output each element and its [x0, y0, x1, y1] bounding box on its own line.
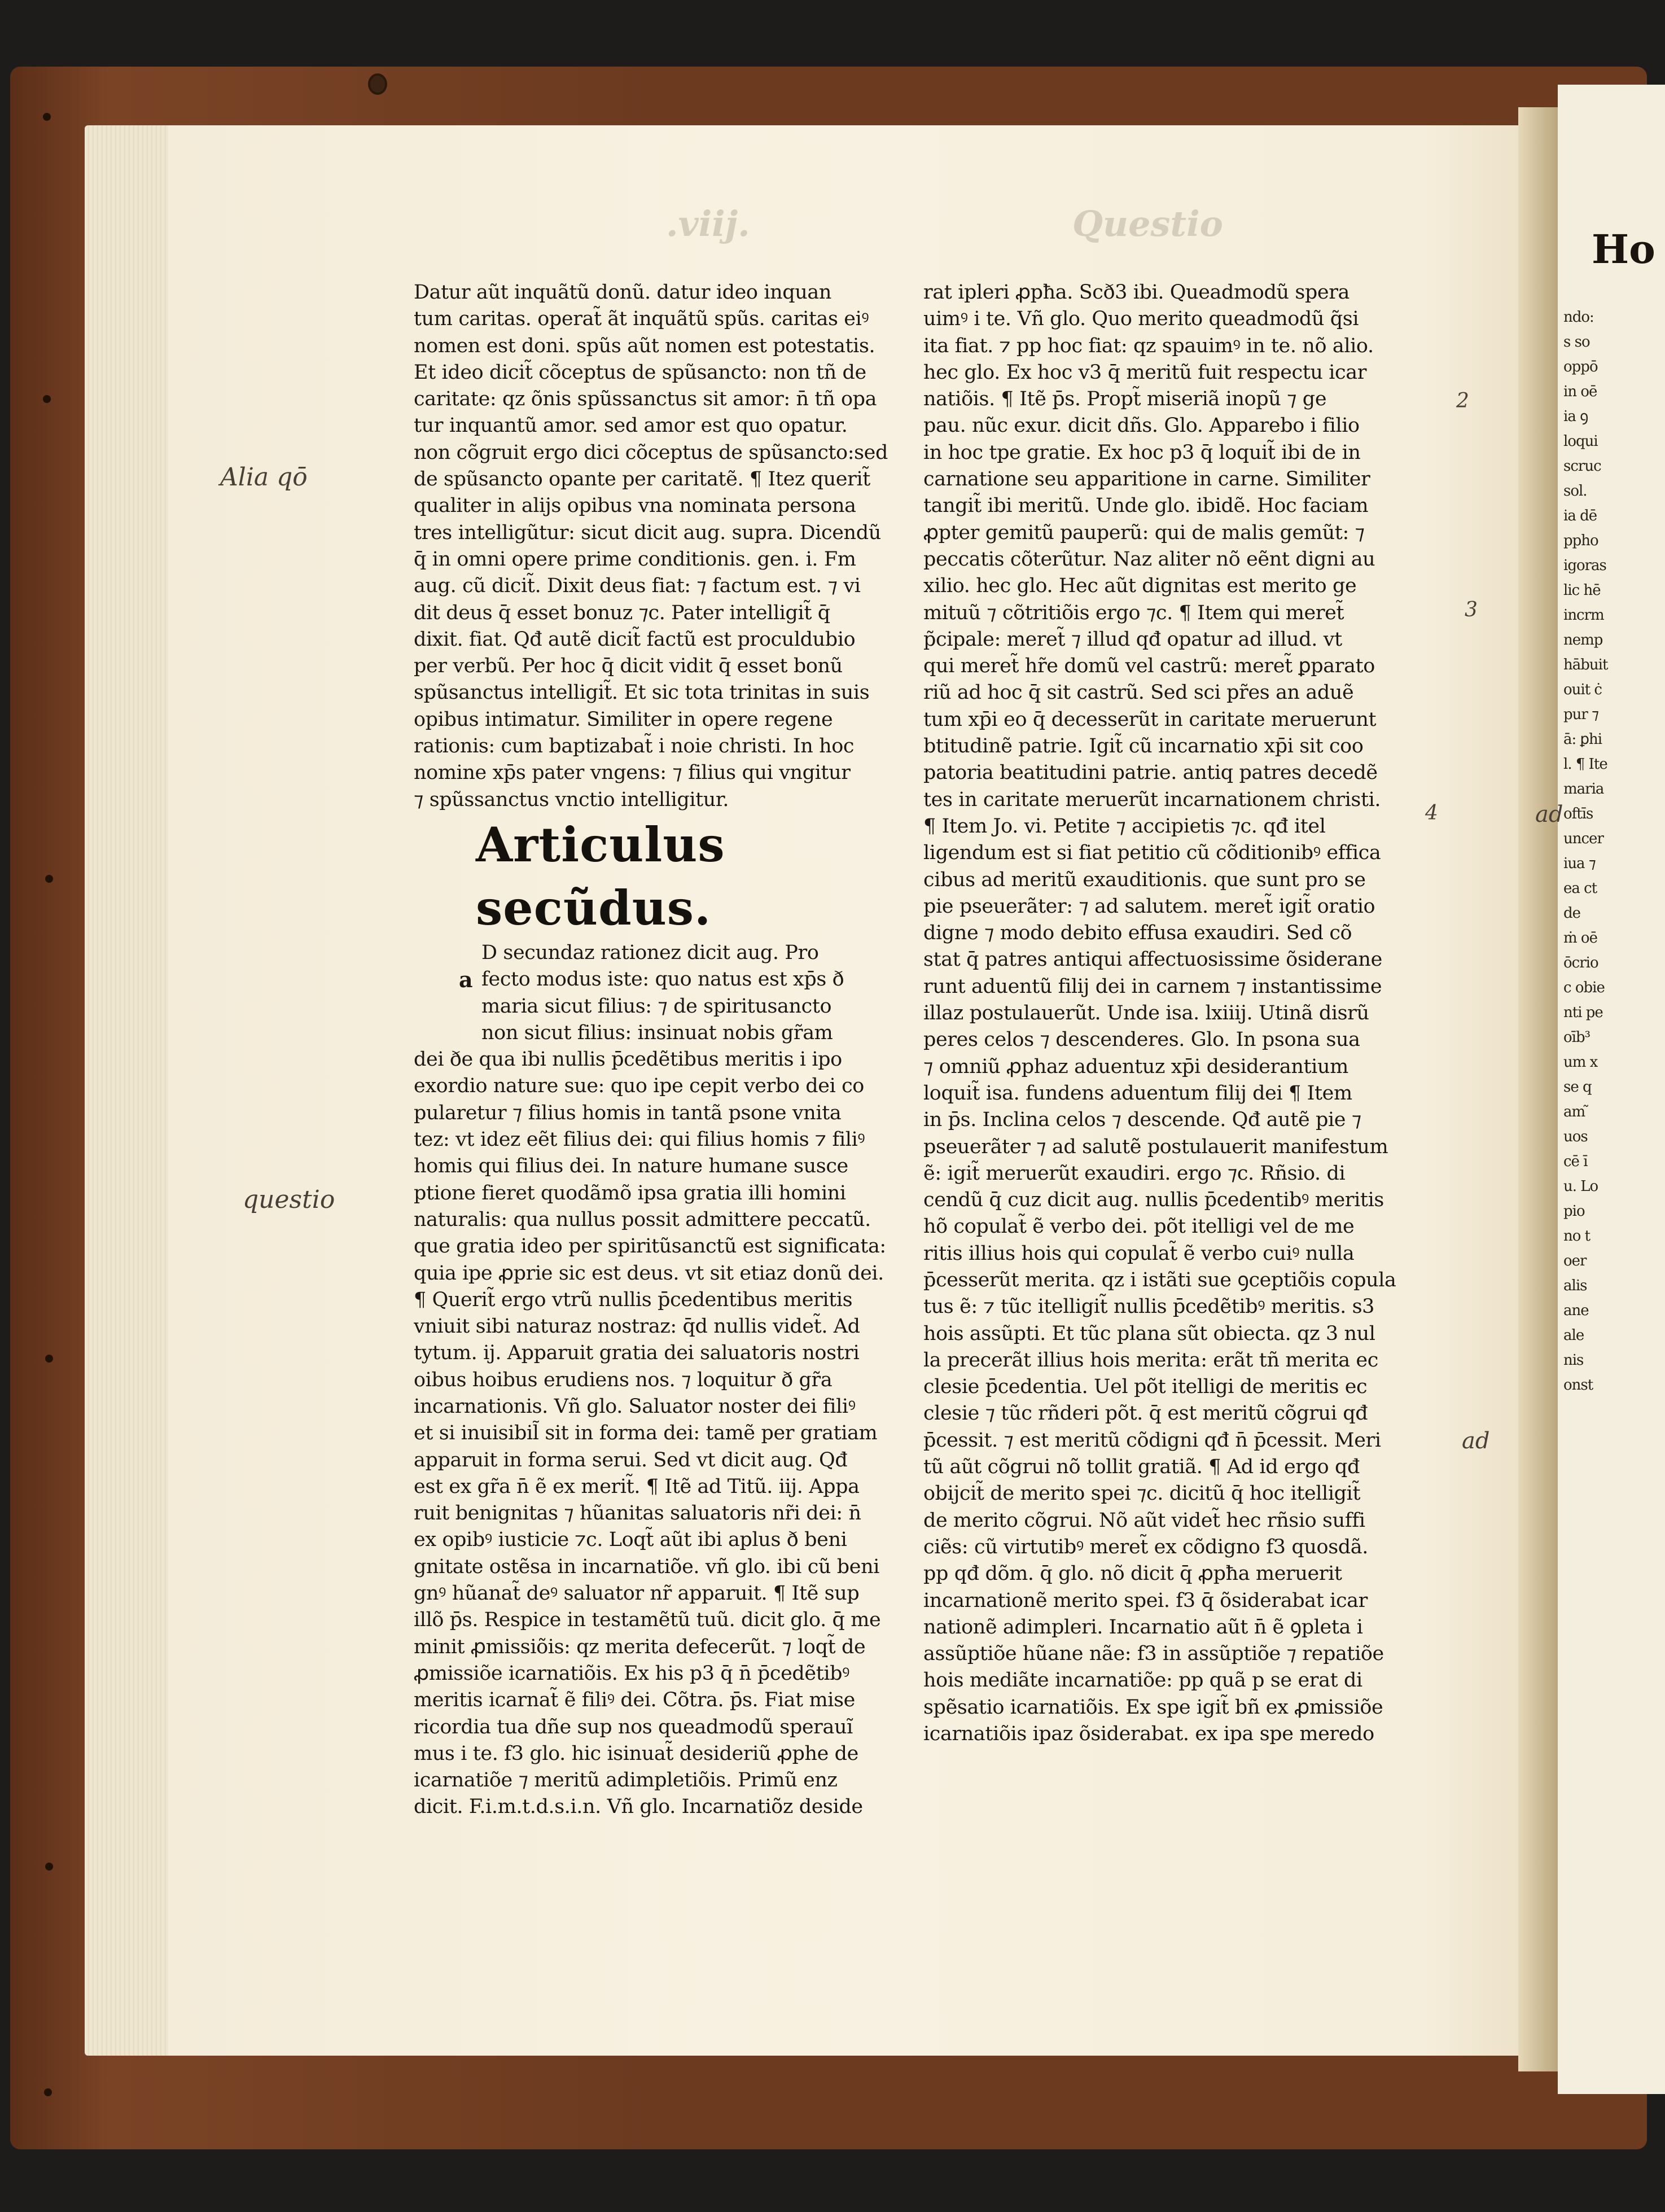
- marginal-note-ad-lower: ad: [1462, 1428, 1490, 1454]
- text-line: ⁊ spũssanctus vnctio intelligitur.: [414, 788, 729, 811]
- cover-nail: [44, 2088, 52, 2096]
- text-line: Datur aũt inquãtũ donũ. datur ideo inquan: [414, 281, 832, 304]
- text-line: dit deus q̄ esset bonuz ⁊c. Pater intelligit̃ q̄: [414, 601, 830, 624]
- fragment-line: ppho: [1563, 532, 1598, 549]
- fragment-line: oīb³: [1563, 1029, 1590, 1046]
- fragment-line: ōcrio: [1563, 954, 1598, 971]
- running-header-left: .viij.: [666, 203, 750, 244]
- text-line: exordio nature sue: quo ipe cepit verbo dei co: [414, 1075, 864, 1098]
- text-line: dicit. F.i.m.t.d.s.i.n. Vñ glo. Incarnatiõz deside: [414, 1795, 863, 1819]
- fragment-line: ane: [1563, 1302, 1589, 1319]
- text-line: qui meret̃ hr̃e domũ vel castrũ: meret̃ ꝑparato: [923, 655, 1375, 678]
- fragment-line: de: [1563, 905, 1581, 922]
- text-line: ẽ: igit̃ meruerũt exaudiri. ergo ⁊c. Rñsio. di: [923, 1162, 1346, 1185]
- text-line: qualiter in alijs opibus vna nominata persona: [414, 494, 856, 518]
- text-line: et si inuisibil̃ sit in forma dei: tamẽ per gratiam: [414, 1422, 878, 1445]
- text-line: hõ copulat̃ ẽ verbo dei. põt itelligi vel de me: [923, 1215, 1355, 1238]
- right-page: [1558, 85, 1665, 2094]
- fragment-line: l. ¶ Ite: [1563, 756, 1607, 773]
- text-line: la precerãt illius hois merita: erãt tñ merita ec: [923, 1348, 1378, 1372]
- text-line: clesie p̄cedentia. Uel põt itelligi de meritis ec: [923, 1376, 1368, 1399]
- fragment-line: um x: [1563, 1054, 1598, 1071]
- fragment-line: cē ī: [1563, 1153, 1588, 1170]
- text-line: de spũsancto opante per caritatẽ. ¶ Itez querit̃: [414, 468, 870, 491]
- text-line: tes in caritate meruerũt incarnationem christi.: [923, 788, 1381, 811]
- paragraph-after-lines: [414, 940, 913, 1821]
- text-line: pau. nũc exur. dicit dñs. Glo. Apparebo i filio: [923, 414, 1360, 437]
- fragment-line: iua ⁊: [1563, 855, 1596, 872]
- fragment-line: uos: [1563, 1128, 1588, 1145]
- marginal-note-alia: Alia qō: [220, 463, 308, 492]
- text-line: in hoc tpe gratie. Ex hoc p3 q̄ loquit̃ ibi de in: [923, 441, 1361, 464]
- text-line: dei ðe qua ibi nullis p̄cedẽtibus meritis i ipo: [414, 1048, 842, 1071]
- text-line: carnatione seu apparitione in carne. Similiter: [923, 468, 1370, 491]
- fragment-line: sol.: [1563, 483, 1587, 500]
- text-line: tur inquantũ amor. sed amor est quo opatur.: [414, 414, 848, 437]
- text-line: xilio. hec glo. Hec aũt dignitas est merito ge: [923, 575, 1357, 598]
- text-line: meritis icarnat̃ ẽ filiꝰ dei. Cõtra. p̄s. Fiat mise: [414, 1689, 855, 1712]
- fragment-line: s so: [1563, 334, 1590, 351]
- text-line: illaz postulauerũt. Unde isa. lxiiij. Utinã disrũ: [923, 1002, 1369, 1025]
- text-line: spẽsatio icarnatiõis. Ex spe igit̃ bñ ex ꝓmissiõe: [923, 1696, 1383, 1719]
- fragment-line: nti pe: [1563, 1004, 1603, 1021]
- text-line: ritis illius hois qui copulat̃ ẽ verbo cuiꝰ nulla: [923, 1242, 1355, 1265]
- paragraph-right: [923, 279, 1448, 1747]
- text-line: tres intelligũtur: sicut dicit aug. supra. Dicendũ: [414, 521, 881, 544]
- text-line: gnꝰ hũanat̃ deꝰ saluator nr̃ apparuit. ¶ Itẽ sup: [414, 1582, 860, 1605]
- right-page-header: Ho: [1592, 226, 1655, 273]
- text-line: oibus hoibus erudiens nos. ⁊ loquitur ð gr̃a: [414, 1368, 832, 1391]
- text-line: incarnationis. Vñ glo. Saluator noster dei filiꝰ: [414, 1395, 856, 1418]
- running-header-right: Questio: [1072, 203, 1223, 244]
- text-line: hois mediãte incarnatiõe: pp quã p se erat di: [923, 1669, 1362, 1692]
- fragment-line: ṁ oē: [1563, 930, 1597, 947]
- fragment-line: maria: [1563, 781, 1604, 798]
- text-line: ptione fieret quodãmõ ipsa gratia illi homini: [414, 1181, 846, 1204]
- fragment-line: ale: [1563, 1327, 1584, 1344]
- text-line: runt aduentũ filij dei in carnem ⁊ instantissime: [923, 975, 1382, 998]
- marginal-mark-2: 2: [1456, 389, 1469, 413]
- fragment-line: ia dē: [1563, 507, 1597, 524]
- fragment-line: loqui: [1563, 433, 1598, 450]
- fragment-line: ia ꝯ: [1563, 408, 1588, 425]
- fragment-line: no t: [1563, 1228, 1590, 1245]
- fragment-line: ndo:: [1563, 309, 1594, 326]
- text-line: loquit̃ isa. fundens aduentum filij dei ¶ Item: [923, 1081, 1352, 1105]
- text-line: p̄cesserũt merita. qz i istãti sue ꝯceptiõis copula: [923, 1268, 1396, 1291]
- text-line: hec glo. Ex hoc v3 q̄ meritũ fuit respectu icar: [923, 361, 1367, 384]
- text-line: mituũ ⁊ cõtritiõis ergo ⁊c. ¶ Item qui meret̃: [923, 601, 1344, 624]
- text-line: obijcit̃ de merito spei ⁊c. dicitũ q̄ hoc itelligit̃: [923, 1482, 1361, 1505]
- text-line: ⁊ omniũ ꝓphaz aduentuz xp̄i desiderantium: [923, 1055, 1348, 1078]
- text-line: pseuerãter ⁊ ad salutẽ postulauerit manifestum: [923, 1135, 1388, 1158]
- text-line: illõ p̄s. Respice in testamẽtũ tuũ. dicit glo. q̄ me: [414, 1609, 881, 1632]
- text-line: nomine xp̄s pater vngens: ⁊ filius qui vngitur: [414, 761, 851, 785]
- text-line: mus i te. f3 glo. hic isinuat̃ desideriũ ꝓphe de: [414, 1742, 858, 1765]
- text-line: rat ipleri ꝓpħa. Scð3 ibi. Queadmodũ spera: [923, 281, 1350, 304]
- text-line: p̃cipale: meret̃ ⁊ illud qđ opatur ad illud. vt: [923, 628, 1342, 651]
- text-line: non sicut filius: insinuat nobis gr̃am: [481, 1021, 833, 1044]
- paragraph-after-heading: [414, 940, 913, 1821]
- text-line: uimꝰ i te. Vñ glo. Quo merito queadmodũ q̃si: [923, 308, 1359, 331]
- text-line: nationẽ adimpleri. Incarnatio aũt n̄ ẽ ꝯpleta i: [923, 1615, 1363, 1639]
- text-line: est ex gr̃a n̄ ẽ ex merit̃. ¶ Itẽ ad Titũ. iij. Appa: [414, 1475, 860, 1498]
- text-line: opibus intimatur. Similiter in opere regene: [414, 708, 833, 731]
- text-line: ꝓpter gemitũ pauperũ: qui de malis gemũt: ⁊: [923, 521, 1365, 544]
- cover-nail: [43, 395, 51, 403]
- text-line: dixit. fiat. Qđ autẽ dicit̃ factũ est proculdubio: [414, 628, 856, 651]
- text-line: ricordia tua dñe sup nos queadmodũ sperauĩ: [414, 1715, 853, 1738]
- fragment-line: am ̃: [1563, 1103, 1589, 1120]
- text-line: tum caritas. operat̃ ãt inquãtũ spũs. caritas eiꝰ: [414, 308, 869, 331]
- text-line: minit ꝓmissiõis: qz merita defecerũt. ⁊ loqt̃ de: [414, 1635, 866, 1658]
- text-line: digne ⁊ modo debito effusa exaudiri. Sed cõ: [923, 922, 1352, 945]
- paragraph-before-heading: [414, 279, 913, 813]
- marginal-mark-3: 3: [1465, 598, 1478, 621]
- cover-clasp: [368, 73, 387, 95]
- text-line: rationis: cum baptizabat̃ i noie christi. In hoc: [414, 735, 855, 758]
- guide-initial: a: [459, 966, 473, 992]
- fragment-line: in oē: [1563, 383, 1597, 400]
- cover-nail: [45, 875, 53, 883]
- text-line: quia ipe ꝓprie sic est deus. vt sit etiaz donũ dei.: [414, 1262, 884, 1285]
- text-line: ligendum est si fiat petitio cũ cõditionibꝰ effica: [923, 842, 1381, 865]
- text-line: ruit benignitas ⁊ hũanitas saluatoris nr̃i dei: n̄: [414, 1502, 861, 1525]
- text-line: cibus ad meritũ exauditionis. que sunt pro se: [923, 868, 1366, 891]
- text-line: in p̄s. Inclina celos ⁊ descende. Qđ autẽ pie ⁊: [923, 1109, 1361, 1132]
- cover-nail: [43, 113, 51, 121]
- fragment-line: incrm: [1563, 607, 1604, 624]
- text-line: tũ aũt cõgrui nõ tollit gratiã. ¶ Ad id ergo qđ: [923, 1456, 1360, 1479]
- text-line: q̄ in omni opere prime conditionis. gen. i. Fm: [414, 547, 856, 571]
- text-line: hois assũpti. Et tũc plana sũt obiecta. qz 3 nul: [923, 1322, 1375, 1345]
- text-line: clesie ⁊ tũc rñderi põt. q̄ est meritũ cõgrui qđ: [923, 1402, 1368, 1425]
- text-line: caritate: qz õnis spũssanctus sit amor: n̄ tñ opa: [414, 388, 877, 411]
- text-line: tus ẽ: ⁊ tũc itelligit̃ nullis p̄cedẽtibꝰ meritis. s3: [923, 1295, 1375, 1319]
- text-line: spũsanctus intelligit̃. Et sic tota trinitas in suis: [414, 681, 870, 704]
- fragment-line: u. Lo: [1563, 1178, 1598, 1195]
- fragment-line: nis: [1563, 1352, 1584, 1369]
- fragment-line: uncer: [1563, 830, 1603, 847]
- text-line: tez: vt idez eẽt filius dei: qui filius homis ⁊ filiꝰ: [414, 1128, 865, 1151]
- text-line: apparuit in forma serui. Sed vt dicit aug. Qđ: [414, 1448, 848, 1471]
- text-line: riũ ad hoc q̄ sit castrũ. Sed sci pr̃es an aduẽ: [923, 681, 1354, 704]
- text-line: ciẽs: cũ virtutibꝰ meret̃ ex cõdigno f3 quosdã.: [923, 1535, 1368, 1558]
- text-line: tytum. ij. Apparuit gratia dei saluatoris nostri: [414, 1342, 860, 1365]
- fragment-line: pur ⁊: [1563, 706, 1599, 723]
- fragment-line: onst: [1563, 1377, 1593, 1394]
- text-line: tangit̃ ibi meritũ. Unde glo. ibidẽ. Hoc faciam: [923, 494, 1369, 518]
- right-page-fragments: [1563, 305, 1607, 1398]
- fragment-line: oppō: [1563, 358, 1598, 375]
- fragment-line: ā: ꝑhi: [1563, 731, 1602, 748]
- text-line: pp qđ dõm. q̄ glo. nõ dicit q̄ ꝓpħa meruerit: [923, 1562, 1342, 1585]
- marginal-note-questio: questio: [243, 1185, 335, 1214]
- fragment-line: hābuit: [1563, 656, 1608, 673]
- fragment-line: ouit ċ: [1563, 681, 1602, 698]
- text-line: icarnatiõis ipaz õsiderabat. ex ipa spe meredo: [923, 1723, 1374, 1746]
- cover-nail: [45, 1355, 53, 1363]
- text-line: incarnationẽ merito spei. f3 q̄ õsiderabat icar: [923, 1589, 1368, 1612]
- text-line: btitudinẽ patrie. Igit̃ cũ incarnatio xp̄i sit coo: [923, 735, 1364, 758]
- fragment-line: lic hē: [1563, 582, 1601, 599]
- fragment-line: alis: [1563, 1277, 1587, 1294]
- text-line: D secundaz rationez dicit aug. Pro: [481, 941, 819, 964]
- text-line: ita fiat. ⁊ pp hoc fiat: qz spauimꝰ in te. nõ alio.: [923, 334, 1374, 357]
- fragment-line: scruc: [1563, 458, 1601, 475]
- text-line: p̄cessit. ⁊ est meritũ cõdigni qđ n̄ p̄cessit. Meri: [923, 1429, 1381, 1452]
- fragment-line: c obie: [1563, 979, 1605, 996]
- fragment-line: oftīs: [1563, 805, 1593, 822]
- text-line: ¶ Querit̃ ergo vtrũ nullis p̄cedentibus meritis: [414, 1288, 853, 1311]
- text-line: natiõis. ¶ Itẽ p̄s. Propt̃ miseriã inopũ ⁊ ge: [923, 388, 1327, 411]
- fragment-line: nemp: [1563, 632, 1603, 649]
- text-line: de merito cõgrui. Nõ aũt videt̃ hec rñsio suffi: [923, 1509, 1365, 1532]
- text-line: ex opibꝰ iusticie ⁊c. Loqt̃ aũt ibi aplus ð beni: [414, 1528, 847, 1552]
- text-line: naturalis: qua nullus possit admittere peccatũ.: [414, 1208, 871, 1231]
- text-line: gnitate ostẽsa in incarnatiõe. vñ glo. ibi cũ beni: [414, 1555, 880, 1578]
- text-line: cendũ q̄ cuz dicit aug. nullis p̄cedentibꝰ meritis: [923, 1189, 1384, 1212]
- text-line: per verbũ. Per hoc q̄ dicit vidit q̄ esset bonũ: [414, 655, 843, 678]
- text-line: que gratia ideo per spiritũsanctũ est significata:: [414, 1235, 886, 1258]
- text-line: ꝓmissiõe icarnatiõis. Ex his p3 q̄ n̄ p̄cedẽtibꝰ: [414, 1662, 850, 1685]
- text-column-left: [414, 279, 913, 1821]
- text-line: ¶ Item Jo. vi. Petite ⁊ accipietis ⁊c. qđ itel: [923, 814, 1326, 838]
- text-line: peres celos ⁊ descenderes. Glo. In psona sua: [923, 1028, 1360, 1052]
- fragment-line: ea ct: [1563, 880, 1597, 897]
- text-line: assũptiõe hũane nãe: f3 in assũptiõe ⁊ repatiõe: [923, 1642, 1384, 1666]
- text-line: non cõgruit ergo dici cõceptus de spũsancto:sed: [414, 441, 888, 464]
- text-line: stat q̄ patres antiqui affectuosissime õsiderane: [923, 948, 1382, 971]
- fragment-line: pio: [1563, 1203, 1585, 1220]
- text-line: peccatis cõterũtur. Naz aliter nõ eẽnt digni au: [923, 547, 1375, 571]
- text-line: vniuit sibi naturaz nostraz: q̄d nullis videt̃. Ad: [414, 1315, 860, 1338]
- text-line: nomen est doni. spũs aũt nomen est potestatis.: [414, 334, 875, 357]
- text-line: aug. cũ dicit̃. Dixit deus fiat: ⁊ factum est. ⁊ vi: [414, 575, 861, 598]
- text-line: homis qui filius dei. In nature humane susce: [414, 1155, 848, 1178]
- fragment-line: igoras: [1563, 557, 1606, 574]
- fragment-line: se q: [1563, 1079, 1592, 1096]
- text-line: patoria beatitudini patrie. antiq patres decedẽ: [923, 761, 1378, 785]
- cover-nail: [45, 1863, 53, 1871]
- text-line: fecto modus iste: quo natus est xp̄s ð: [481, 968, 844, 991]
- marginal-note-ad-upper: ad: [1535, 801, 1563, 827]
- text-line: pularetur ⁊ filius homis in tantã psone vnita: [414, 1101, 842, 1124]
- text-line: icarnatiõe ⁊ meritũ adimpletiõis. Primũ enz: [414, 1769, 838, 1792]
- text-line: maria sicut filius: ⁊ de spiritusancto: [481, 995, 832, 1018]
- marginal-mark-4: 4: [1425, 801, 1438, 825]
- text-line: tum xp̄i eo q̄ decesserũt in caritate meruerunt: [923, 708, 1377, 731]
- text-line: Et ideo dicit̃ cõceptus de spũsancto: non tñ de: [414, 361, 866, 384]
- text-column-right: [923, 279, 1448, 1747]
- fragment-line: oer: [1563, 1252, 1587, 1269]
- article-heading: Articulus secũdus.: [476, 816, 725, 936]
- page-edges: [85, 125, 169, 2056]
- text-line: pie pseuerãter: ⁊ ad salutem. meret̃ igit̃ oratio: [923, 895, 1375, 918]
